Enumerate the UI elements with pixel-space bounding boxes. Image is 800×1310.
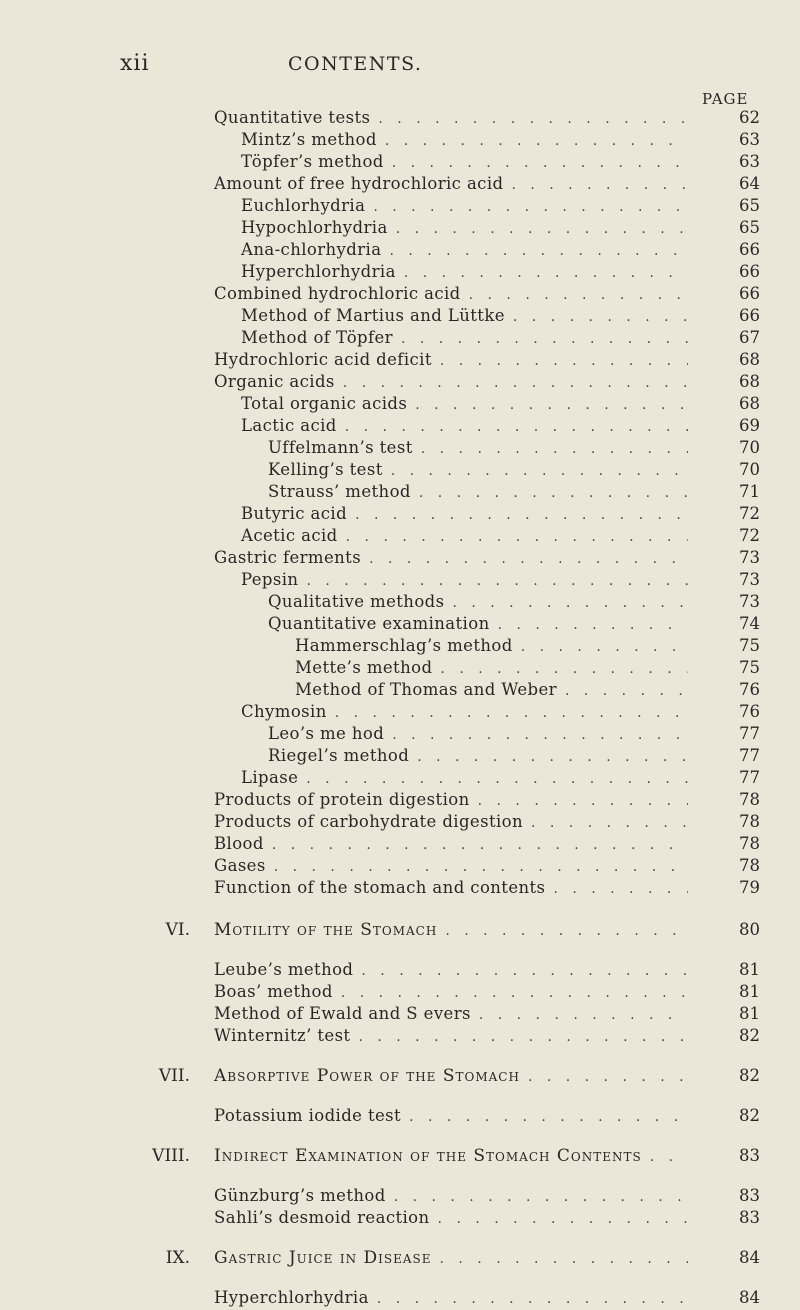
dot-leader: [440, 353, 688, 369]
entry-page-number: 83: [739, 1208, 760, 1227]
entry-label: Sahli’s desmoid reaction: [214, 1208, 430, 1227]
contents-entry: [214, 108, 760, 130]
dot-leader: [343, 375, 688, 391]
chapter-entry: [165, 920, 760, 942]
entry-page-number: 68: [739, 394, 760, 413]
dot-leader: [346, 529, 688, 545]
entry-label: Quantitative tests: [214, 108, 371, 127]
dot-leader: [394, 1189, 688, 1205]
dot-leader: [409, 1109, 688, 1125]
contents-entry: [214, 960, 760, 982]
contents-entry: [241, 328, 760, 350]
dot-leader: [373, 199, 688, 215]
contents-entry: [214, 1026, 760, 1048]
contents-entry: [214, 1186, 760, 1208]
dot-leader: [335, 705, 688, 721]
entry-page-number: 66: [739, 306, 760, 325]
dot-leader: [404, 265, 688, 281]
entry-page-number: 65: [739, 196, 760, 215]
entry-label: Products of carbohydrate digestion: [214, 812, 524, 831]
entry-label: Hydrochloric acid deficit: [214, 350, 432, 369]
entry-page-number: 77: [739, 768, 760, 787]
dot-leader: [385, 133, 688, 149]
contents-entry: [214, 350, 760, 372]
entry-page-number: 83: [739, 1186, 760, 1205]
entry-label: Method of Ewald and S evers: [214, 1004, 471, 1023]
entry-page-number: 71: [739, 482, 760, 501]
entry-page-number: 69: [739, 416, 760, 435]
dot-leader: [391, 463, 688, 479]
entry-label: Hyperchlorhydria: [214, 1288, 369, 1307]
header-title: CONTENTS.: [288, 53, 423, 75]
dot-leader: [377, 1291, 688, 1307]
dot-leader: [511, 177, 688, 193]
entry-page-number: 80: [739, 920, 760, 939]
entry-page-number: 72: [739, 504, 760, 523]
contents-entry: [241, 570, 760, 592]
page-column-label: PAGE: [702, 90, 749, 108]
entry-page-number: 78: [739, 834, 760, 853]
entry-label: Amount of free hydrochloric acid: [214, 174, 504, 193]
entry-page-number: 66: [739, 284, 760, 303]
entry-label: Indirect Examination of the Stomach Contents: [214, 1146, 642, 1166]
contents-entry: [214, 1288, 760, 1310]
entry-page-number: 72: [739, 526, 760, 545]
contents-entry: [268, 746, 760, 768]
entry-page-number: 81: [739, 1004, 760, 1023]
dot-leader: [355, 507, 688, 523]
entry-label: Pepsin: [241, 570, 299, 589]
contents-entry: [214, 1208, 760, 1230]
entry-page-number: 76: [739, 702, 760, 721]
entry-label: Combined hydrochloric acid: [214, 284, 461, 303]
dot-leader: [306, 573, 688, 589]
entry-page-number: 84: [739, 1288, 760, 1307]
entry-label: Organic acids: [214, 372, 335, 391]
contents-entry: [241, 130, 760, 152]
entry-label: Method of Martius and Lüttke: [241, 306, 505, 325]
dot-leader: [553, 881, 688, 897]
entry-page-number: 67: [739, 328, 760, 347]
entry-page-number: 84: [739, 1248, 760, 1267]
contents-entry: [241, 240, 760, 262]
dot-leader: [358, 1029, 688, 1045]
entry-label: Butyric acid: [241, 504, 348, 523]
entry-label: Qualitative methods: [268, 592, 445, 611]
entry-page-number: 62: [739, 108, 760, 127]
entry-label: Winternitz’ test: [214, 1026, 351, 1045]
entry-page-number: 78: [739, 790, 760, 809]
entry-label: Ana-chlorhydria: [241, 240, 382, 259]
entry-page-number: 77: [739, 746, 760, 765]
entry-label: Method of Thomas and Weber: [295, 680, 557, 699]
contents-entry: [214, 834, 760, 856]
contents-entry: [241, 152, 760, 174]
entry-page-number: 73: [739, 592, 760, 611]
dot-leader: [415, 397, 688, 413]
dot-leader: [274, 859, 688, 875]
dot-leader: [345, 419, 688, 435]
contents-entry: [214, 982, 760, 1004]
contents-entry: [268, 724, 760, 746]
entry-page-number: 66: [739, 262, 760, 281]
dot-leader: [498, 617, 688, 633]
contents-entry: [214, 878, 760, 900]
entry-label: Uffelmann’s test: [268, 438, 413, 457]
header-page-number: xii: [120, 51, 150, 76]
entry-page-number: 81: [739, 960, 760, 979]
dot-leader: [341, 985, 688, 1001]
entry-label: Mintz’s method: [241, 130, 377, 149]
entry-label: Leube’s method: [214, 960, 354, 979]
dot-leader: [650, 1149, 688, 1165]
contents-entry: [214, 790, 760, 812]
dot-leader: [531, 815, 688, 831]
entry-label: Euchlorhydria: [241, 196, 366, 215]
dot-leader: [272, 837, 688, 853]
entry-page-number: 63: [739, 152, 760, 171]
contents-entry: [295, 636, 760, 658]
entry-page-number: 74: [739, 614, 760, 633]
dot-leader: [396, 221, 688, 237]
entry-page-number: 82: [739, 1026, 760, 1045]
entry-page-number: 81: [739, 982, 760, 1001]
contents-entry: [214, 1106, 760, 1128]
contents-entry: [268, 482, 760, 504]
entry-label: Total organic acids: [241, 394, 408, 413]
entry-page-number: 82: [739, 1106, 760, 1125]
entry-label: Motility of the Stomach: [214, 920, 438, 940]
entry-label: Töpfer’s method: [241, 152, 384, 171]
contents-entry: [241, 526, 760, 548]
entry-label: Hypochlorhydria: [241, 218, 388, 237]
dot-leader: [392, 155, 688, 171]
entry-page-number: 64: [739, 174, 760, 193]
entry-label: Chymosin: [241, 702, 327, 721]
entry-label: Hyperchlorhydria: [241, 262, 396, 281]
entry-page-number: 79: [739, 878, 760, 897]
chapter-entry: [165, 1248, 760, 1270]
entry-page-number: 82: [739, 1066, 760, 1085]
chapter-number: VIII.: [152, 1146, 190, 1166]
dot-leader: [479, 1007, 688, 1023]
contents-entry: [241, 504, 760, 526]
entry-label: Günzburg’s method: [214, 1186, 386, 1205]
entry-label: Method of Töpfer: [241, 328, 393, 347]
entry-label: Kelling’s test: [268, 460, 383, 479]
entry-label: Lipase: [241, 768, 299, 787]
contents-entry: [268, 614, 760, 636]
dot-leader: [445, 923, 688, 939]
chapter-number: VII.: [158, 1066, 190, 1086]
entry-label: Hammerschlag’s method: [295, 636, 513, 655]
entry-page-number: 70: [739, 460, 760, 479]
entry-page-number: 77: [739, 724, 760, 743]
dot-leader: [478, 793, 688, 809]
entry-page-number: 76: [739, 680, 760, 699]
dot-leader: [521, 639, 688, 655]
contents-entry: [241, 196, 760, 218]
contents-entry: [214, 284, 760, 306]
entry-label: Leo’s me hod: [268, 724, 385, 743]
entry-label: Riegel’s method: [268, 746, 410, 765]
contents-entry: [214, 812, 760, 834]
entry-page-number: 78: [739, 856, 760, 875]
dot-leader: [565, 683, 688, 699]
entry-label: Gastric Juice in Disease: [214, 1248, 432, 1268]
dot-leader: [421, 441, 688, 457]
entry-label: Products of protein digestion: [214, 790, 470, 809]
entry-label: Quantitative examination: [268, 614, 490, 633]
entry-page-number: 78: [739, 812, 760, 831]
chapter-number: IX.: [165, 1248, 190, 1268]
entry-page-number: 68: [739, 350, 760, 369]
entry-page-number: 83: [739, 1146, 760, 1165]
contents-entry: [241, 702, 760, 724]
dot-leader: [452, 595, 688, 611]
entry-label: Potassium iodide test: [214, 1106, 402, 1125]
dot-leader: [417, 749, 688, 765]
entry-page-number: 66: [739, 240, 760, 259]
entry-page-number: 70: [739, 438, 760, 457]
contents-entry: [241, 416, 760, 438]
entry-page-number: 75: [739, 636, 760, 655]
contents-entry: [241, 394, 760, 416]
entry-label: Function of the stomach and contents: [214, 878, 546, 897]
contents-entry: [214, 856, 760, 878]
contents-entry: [268, 592, 760, 614]
running-header: [0, 51, 800, 79]
entry-label: Blood: [214, 834, 264, 853]
dot-leader: [440, 1251, 689, 1267]
dot-leader: [369, 551, 688, 567]
contents-entry: [241, 768, 760, 790]
contents-entry: [214, 548, 760, 570]
entry-label: Gases: [214, 856, 266, 875]
dot-leader: [401, 331, 688, 347]
chapter-number: VI.: [165, 920, 190, 940]
contents-entry: [268, 438, 760, 460]
entry-page-number: 73: [739, 570, 760, 589]
dot-leader: [378, 111, 688, 127]
chapter-entry: [158, 1066, 760, 1088]
entry-page-number: 73: [739, 548, 760, 567]
contents-entry: [214, 1004, 760, 1026]
contents-entry: [214, 372, 760, 394]
contents-entry: [241, 218, 760, 240]
chapter-entry: [152, 1146, 760, 1168]
entry-label: Acetic acid: [241, 526, 338, 545]
entry-label: Mette’s method: [295, 658, 433, 677]
dot-leader: [438, 1211, 688, 1227]
entry-page-number: 63: [739, 130, 760, 149]
dot-leader: [306, 771, 688, 787]
entry-page-number: 65: [739, 218, 760, 237]
entry-label: Lactic acid: [241, 416, 337, 435]
dot-leader: [419, 485, 688, 501]
entry-label: Gastric ferments: [214, 548, 362, 567]
dot-leader: [440, 661, 688, 677]
dot-leader: [469, 287, 688, 303]
entry-page-number: 75: [739, 658, 760, 677]
contents-entry: [295, 658, 760, 680]
contents-entry: [241, 306, 760, 328]
dot-leader: [361, 963, 688, 979]
contents-entry: [295, 680, 760, 702]
entry-label: Absorptive Power of the Stomach: [214, 1066, 520, 1086]
contents-entry: [268, 460, 760, 482]
dot-leader: [392, 727, 688, 743]
entry-page-number: 68: [739, 372, 760, 391]
dot-leader: [389, 243, 688, 259]
dot-leader: [528, 1069, 688, 1085]
dot-leader: [513, 309, 688, 325]
contents-entry: [214, 174, 760, 196]
entry-label: Boas’ method: [214, 982, 333, 1001]
contents-entry: [241, 262, 760, 284]
entry-label: Strauss’ method: [268, 482, 411, 501]
